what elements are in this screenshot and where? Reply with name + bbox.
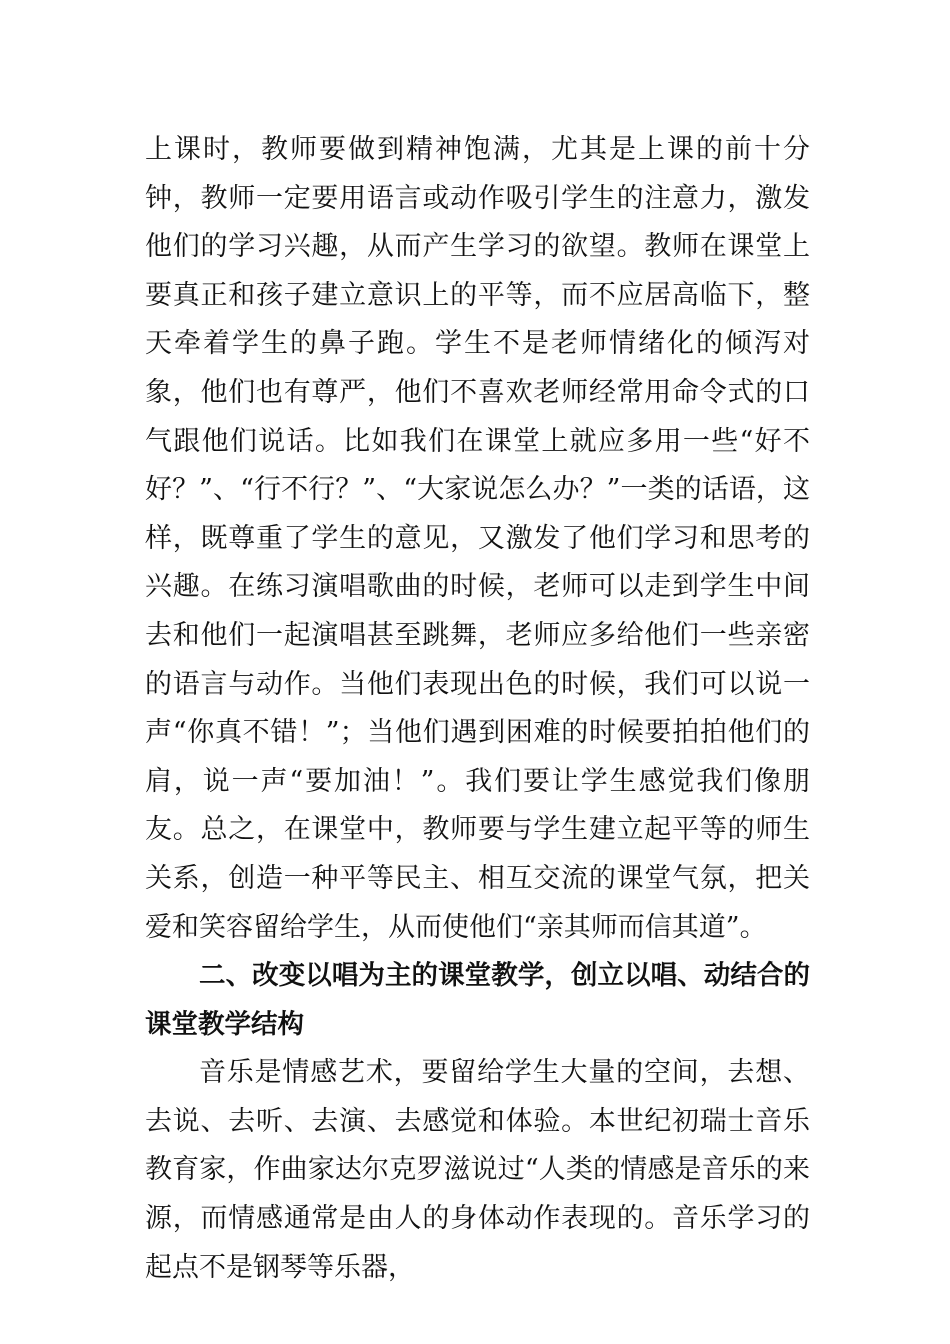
document-body: [145, 126, 810, 1292]
paragraph-music-emotion: 音乐是情感艺术，要留给学生大量的空间，去想、去说、去听、去演、去感觉和体验。本世纪初瑞士音乐教育家，作曲家达尔克罗滋说过“人类的情感是音乐的来源，而情感通常是由人的身体动作表现的。音乐学习的起点不是钢琴等乐器，: [145, 1057, 810, 1283]
paragraph-teacher-attitude: 上课时，教师要做到精神饱满，尤其是上课的前十分钟，教师一定要用语言或动作吸引学生的注意力，激发他们的学习兴趣，从而产生学习的欲望。教师在课堂上要真正和孩子建立意识上的平等，而不应居高临下，整天牵着学生的鼻子跑。学生不是老师情绪化的倾泻对象，他们也有尊严，他们不喜欢老师经常用命令式的口气跟他们说话。比如我们在课堂上就应多用一些“好不好？”、“行不行？”、“大家说怎么办？”一类的话语，这样，既尊重了学生的意见，又激发了他们学习和思考的兴趣。在练习演唱歌曲的时候，老师可以走到学生中间去和他们一起演唱甚至跳舞，老师应多给他们一些亲密的语言与动作。当他们表现出色的时候，我们可以说一声“你真不错！”；当他们遇到困难的时候要拍拍他们的肩，说一声“要加油！”。我们要让学生感觉我们像朋友。总之，在课堂中，教师要与学生建立起平等的师生关系，创造一种平等民主、相互交流的课堂气氛，把关爱和笑容留给学生，从而使他们“亲其师而信其道”。: [145, 134, 810, 943]
section-heading-two: 二、改变以唱为主的课堂教学，创立以唱、动结合的课堂教学结构: [145, 960, 810, 1040]
